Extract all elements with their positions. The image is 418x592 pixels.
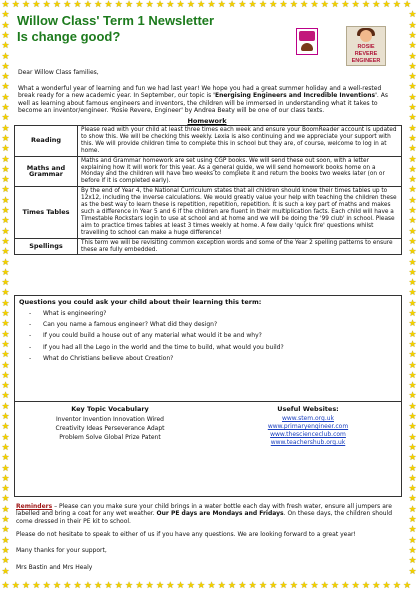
star-icon: ★ bbox=[11, 0, 20, 10]
star-icon: ★ bbox=[408, 206, 417, 216]
topic-title: 'Energising Engineers and Incredible Inventions' bbox=[213, 92, 377, 100]
websites-title: Useful Websites: bbox=[277, 405, 339, 413]
star-icon: ★ bbox=[228, 0, 237, 10]
reminders-paragraph: Reminders – Please can you make sure your child brings in a water bottle each day with fresh water, ensure all jumpers are labelled and bring a coat for any wet weather. Our PE days are Mondays and Fridays. On these days, the children should come dressed in their PE kit to school. bbox=[16, 503, 393, 525]
star-icon: ★ bbox=[207, 0, 216, 10]
star-icon: ★ bbox=[42, 0, 51, 10]
websites-section bbox=[215, 405, 401, 447]
homework-text: Please read with your child at least three times each week and ensure your BoomReader account is updated to show this. We will be checking this weekly. Lexia is also continuing and we appreciate your support with this. We will provide children time to complete this in school but they are, of course, welcome to log in at home. bbox=[78, 126, 402, 157]
star-icon: ★ bbox=[408, 494, 417, 505]
star-icon: ★ bbox=[1, 556, 10, 567]
star-icon: ★ bbox=[408, 185, 417, 196]
vocabulary-section bbox=[15, 405, 205, 442]
star-icon: ★ bbox=[408, 515, 417, 525]
star-icon: ★ bbox=[351, 581, 360, 591]
star-icon: ★ bbox=[408, 442, 417, 453]
book-cover-line-1: ROSIE bbox=[357, 44, 375, 50]
star-icon: ★ bbox=[300, 581, 309, 591]
star-icon: ★ bbox=[1, 350, 10, 361]
star-icon: ★ bbox=[408, 484, 417, 495]
star-icon: ★ bbox=[1, 484, 10, 495]
star-icon: ★ bbox=[1, 504, 10, 515]
star-icon: ★ bbox=[1, 288, 10, 299]
star-icon: ★ bbox=[1, 494, 10, 505]
star-icon: ★ bbox=[408, 350, 417, 361]
reminders-label: Reminders bbox=[16, 503, 53, 510]
star-icon: ★ bbox=[408, 381, 417, 392]
star-icon: ★ bbox=[248, 581, 257, 591]
star-icon: ★ bbox=[300, 0, 309, 10]
intro-text-2: . As well as learning about famous engineers and inventors, the children will be immersed in understanding what it takes to become an inventor/engineer. 'Rosie Revere, Engineer' by Andrea Beaty will be one of our class texts. bbox=[18, 92, 388, 114]
vocabulary-websites-box bbox=[14, 401, 402, 497]
star-icon: ★ bbox=[1, 216, 10, 227]
star-icon: ★ bbox=[408, 216, 417, 227]
star-icon: ★ bbox=[1, 164, 10, 175]
star-icon: ★ bbox=[94, 0, 103, 10]
star-icon: ★ bbox=[104, 0, 113, 10]
homework-row-times-tables bbox=[15, 187, 402, 238]
homework-heading: Homework bbox=[187, 117, 227, 125]
intro-text-1: What a wonderful year of learning and fun we had last year! We hope you had a great summer holiday and a well-rested break ready for a new academic year. In September, our topic is bbox=[18, 85, 382, 100]
star-icon: ★ bbox=[207, 581, 216, 591]
star-icon: ★ bbox=[1, 381, 10, 392]
star-icon: ★ bbox=[1, 92, 10, 103]
star-icon: ★ bbox=[1, 123, 10, 134]
star-icon: ★ bbox=[1, 236, 10, 247]
star-icon: ★ bbox=[135, 581, 144, 591]
star-icon: ★ bbox=[310, 0, 319, 10]
star-icon: ★ bbox=[331, 0, 340, 10]
star-icon: ★ bbox=[1, 391, 10, 402]
star-icon: ★ bbox=[408, 339, 417, 350]
star-icon: ★ bbox=[1, 10, 10, 21]
star-icon: ★ bbox=[114, 581, 123, 591]
star-icon: ★ bbox=[1, 442, 10, 453]
intro-paragraph bbox=[18, 85, 400, 114]
star-icon: ★ bbox=[403, 581, 412, 591]
star-icon: ★ bbox=[155, 0, 165, 10]
star-icon: ★ bbox=[392, 0, 401, 10]
star-icon: ★ bbox=[114, 0, 123, 10]
star-icon: ★ bbox=[341, 0, 350, 10]
star-icon: ★ bbox=[351, 0, 360, 10]
star-icon: ★ bbox=[228, 581, 237, 591]
star-icon: ★ bbox=[1, 535, 10, 546]
star-icon: ★ bbox=[1, 319, 10, 330]
star-icon: ★ bbox=[289, 0, 298, 10]
star-icon: ★ bbox=[382, 0, 391, 10]
star-icon: ★ bbox=[361, 0, 371, 10]
star-icon: ★ bbox=[197, 0, 206, 10]
star-icon: ★ bbox=[1, 267, 10, 278]
star-icon: ★ bbox=[94, 581, 103, 591]
star-icon: ★ bbox=[238, 0, 247, 10]
star-icon: ★ bbox=[408, 432, 417, 443]
star-icon: ★ bbox=[166, 581, 175, 591]
star-icon: ★ bbox=[403, 0, 412, 10]
thanks-line: Many thanks for your support, bbox=[16, 547, 107, 554]
star-icon: ★ bbox=[125, 581, 134, 591]
star-icon: ★ bbox=[217, 581, 226, 591]
closing-note: Please do not hesitate to speak to either of us if you have any questions. We are looking forward to a great year! bbox=[16, 531, 356, 538]
book-cover-image bbox=[346, 26, 386, 66]
star-icon: ★ bbox=[1, 185, 10, 196]
star-icon: ★ bbox=[83, 0, 92, 10]
star-icon: ★ bbox=[408, 525, 417, 536]
star-icon: ★ bbox=[408, 412, 417, 422]
star-icon: ★ bbox=[248, 0, 257, 10]
star-icon: ★ bbox=[408, 113, 417, 124]
star-icon: ★ bbox=[408, 309, 417, 319]
star-icon: ★ bbox=[408, 133, 417, 144]
star-icon: ★ bbox=[1, 20, 10, 31]
star-icon: ★ bbox=[1, 133, 10, 144]
star-icon: ★ bbox=[408, 278, 417, 289]
star-icon: ★ bbox=[145, 581, 154, 591]
star-icon: ★ bbox=[1, 463, 10, 474]
website-link-stem[interactable]: www.stem.org.uk bbox=[281, 415, 335, 422]
star-icon: ★ bbox=[382, 581, 391, 591]
star-icon: ★ bbox=[1, 278, 10, 289]
homework-label: Maths and Grammar bbox=[15, 156, 78, 187]
star-icon: ★ bbox=[63, 581, 72, 591]
questions-box bbox=[14, 295, 402, 402]
star-icon: ★ bbox=[269, 0, 278, 10]
star-icon: ★ bbox=[32, 0, 41, 10]
star-icon: ★ bbox=[408, 257, 417, 268]
star-icon: ★ bbox=[1, 515, 10, 525]
star-icon: ★ bbox=[408, 175, 417, 186]
questions-list bbox=[29, 310, 284, 366]
homework-text: By the end of Year 4, the National Curriculum states that all children should know their times tables up to 12x12, including the inverse calculations. We would greatly value your help with teaching the children these as the best way to learn these is repetition, repetition, repetition. It is such a key part of maths and makes such a difference in Year 5 and 6 if the children are fluent in their multiplication facts. Each child will have a Timestable Rockstars login to use at school and at home and we will be doing the '99 club' in school. Please aim to practice times tables at least 3 times weekly at home. A few daily 'quick fire' questions whilst travelling to school can make a huge difference! bbox=[78, 187, 402, 238]
star-icon: ★ bbox=[11, 581, 20, 591]
star-icon: ★ bbox=[408, 195, 417, 206]
star-icon: ★ bbox=[320, 581, 329, 591]
star-icon: ★ bbox=[1, 412, 10, 422]
vocabulary-row: Problem Solve Global Prize Patent bbox=[59, 434, 161, 441]
star-icon: ★ bbox=[408, 226, 417, 237]
star-icon: ★ bbox=[73, 581, 82, 591]
question-item: - What is engineering? bbox=[29, 310, 107, 317]
star-icon: ★ bbox=[341, 581, 350, 591]
star-icon: ★ bbox=[1, 195, 10, 206]
star-icon: ★ bbox=[408, 329, 417, 340]
star-icon: ★ bbox=[1, 61, 10, 72]
star-icon: ★ bbox=[155, 581, 165, 591]
star-icon: ★ bbox=[1, 175, 10, 186]
star-icon: ★ bbox=[320, 0, 329, 10]
vocabulary-title: Key Topic Vocabulary bbox=[71, 405, 149, 413]
star-icon: ★ bbox=[408, 360, 417, 371]
star-icon: ★ bbox=[1, 566, 10, 577]
star-icon: ★ bbox=[197, 581, 206, 591]
star-icon: ★ bbox=[408, 298, 417, 309]
book-cover-line-3: ENGINEER bbox=[351, 58, 381, 64]
star-icon: ★ bbox=[83, 581, 92, 591]
star-icon: ★ bbox=[408, 72, 417, 83]
star-icon: ★ bbox=[1, 432, 10, 443]
homework-row-reading bbox=[15, 126, 402, 157]
homework-label: Reading bbox=[15, 126, 78, 157]
newsletter-page bbox=[12, 11, 406, 581]
star-icon: ★ bbox=[1, 453, 10, 464]
star-icon: ★ bbox=[1, 30, 10, 41]
star-icon: ★ bbox=[408, 545, 417, 556]
question-item: - What do Christians believe about Creation? bbox=[29, 354, 174, 362]
star-icon: ★ bbox=[408, 422, 417, 433]
star-icon: ★ bbox=[1, 525, 10, 536]
greeting: Dear Willow Class families, bbox=[18, 69, 99, 76]
star-icon: ★ bbox=[289, 581, 298, 591]
star-icon: ★ bbox=[22, 0, 31, 10]
star-icon: ★ bbox=[1, 154, 10, 165]
star-icon: ★ bbox=[408, 164, 417, 175]
star-icon: ★ bbox=[32, 581, 41, 591]
star-icon: ★ bbox=[408, 463, 417, 474]
website-link-primary-engineer[interactable]: www.primaryengineer.com bbox=[267, 423, 349, 430]
star-icon: ★ bbox=[408, 51, 417, 62]
question-item: - If you had all the Lego in the world and the time to build, what would you build? bbox=[29, 343, 284, 351]
star-icon: ★ bbox=[1, 339, 10, 350]
homework-text: Maths and Grammar homework are set using CGP books. We will send these out soon, with a letter explaining how it will work for this year. As a general guide, we will send homework books home on a Monday and the children will have two weeks to complete it and return the books two weeks later (on or before if it is completed early). bbox=[78, 156, 402, 187]
star-icon: ★ bbox=[1, 113, 10, 124]
star-icon: ★ bbox=[279, 581, 288, 591]
star-icon: ★ bbox=[1, 144, 10, 155]
homework-label: Times Tables bbox=[15, 187, 78, 238]
star-icon: ★ bbox=[258, 0, 268, 10]
star-icon: ★ bbox=[310, 581, 319, 591]
star-icon: ★ bbox=[408, 144, 417, 155]
star-icon: ★ bbox=[331, 581, 340, 591]
star-icon: ★ bbox=[1, 41, 10, 52]
star-icon: ★ bbox=[1, 360, 10, 371]
star-icon: ★ bbox=[135, 0, 144, 10]
star-icon: ★ bbox=[145, 0, 154, 10]
star-icon: ★ bbox=[186, 581, 195, 591]
homework-row-spellings bbox=[15, 238, 402, 255]
star-icon: ★ bbox=[408, 288, 417, 299]
star-icon: ★ bbox=[408, 30, 417, 41]
star-icon: ★ bbox=[1, 247, 10, 258]
star-icon: ★ bbox=[392, 581, 401, 591]
star-icon: ★ bbox=[1, 422, 10, 433]
vocabulary-row: Inventor Invention Innovation Wired bbox=[55, 416, 164, 423]
star-icon: ★ bbox=[408, 556, 417, 567]
star-icon: ★ bbox=[166, 0, 175, 10]
newsletter-title: Willow Class' Term 1 Newsletter bbox=[17, 13, 215, 28]
star-icon: ★ bbox=[1, 401, 10, 412]
book-cover-line-2: REVERE bbox=[354, 51, 378, 57]
star-icon: ★ bbox=[1, 51, 10, 62]
star-icon: ★ bbox=[1, 329, 10, 340]
star-icon: ★ bbox=[408, 535, 417, 546]
star-icon: ★ bbox=[408, 267, 417, 278]
star-icon: ★ bbox=[408, 103, 417, 113]
homework-table bbox=[14, 125, 402, 255]
star-icon: ★ bbox=[408, 401, 417, 412]
homework-label: Spellings bbox=[15, 238, 78, 255]
star-icon: ★ bbox=[1, 581, 10, 591]
pe-days: Our PE days are Mondays and Fridays bbox=[156, 510, 284, 518]
website-link-teachers-hub[interactable]: www.teachershub.org.uk bbox=[270, 439, 346, 446]
star-icon: ★ bbox=[176, 581, 185, 591]
star-icon: ★ bbox=[42, 581, 51, 591]
star-icon: ★ bbox=[104, 581, 113, 591]
signature: Mrs Bastin and Mrs Healy bbox=[16, 564, 93, 571]
star-icon: ★ bbox=[408, 92, 417, 103]
star-icon: ★ bbox=[408, 370, 417, 381]
star-icon: ★ bbox=[258, 581, 268, 591]
star-icon: ★ bbox=[269, 581, 278, 591]
star-icon: ★ bbox=[408, 61, 417, 72]
star-icon: ★ bbox=[372, 0, 381, 10]
star-icon: ★ bbox=[408, 10, 417, 21]
homework-text: This term we will be revisiting common exception words and some of the Year 2 spelling patterns to ensure these are fully embedded. bbox=[78, 238, 402, 255]
star-icon: ★ bbox=[217, 0, 226, 10]
star-icon: ★ bbox=[408, 20, 417, 31]
star-icon: ★ bbox=[52, 581, 62, 591]
star-icon: ★ bbox=[408, 391, 417, 402]
star-icon: ★ bbox=[408, 236, 417, 247]
star-icon: ★ bbox=[1, 370, 10, 381]
star-icon: ★ bbox=[408, 473, 417, 484]
star-icon: ★ bbox=[408, 123, 417, 134]
star-icon: ★ bbox=[1, 72, 10, 83]
star-icon: ★ bbox=[22, 581, 31, 591]
star-icon: ★ bbox=[238, 581, 247, 591]
star-icon: ★ bbox=[408, 154, 417, 165]
star-icon: ★ bbox=[408, 453, 417, 464]
star-icon: ★ bbox=[361, 581, 371, 591]
star-icon: ★ bbox=[125, 0, 134, 10]
questions-title: Questions you could ask your child about their learning this term: bbox=[19, 298, 262, 306]
website-link-science-club[interactable]: www.thescienceclub.com bbox=[270, 431, 346, 438]
star-icon: ★ bbox=[1, 82, 10, 93]
star-icon: ★ bbox=[1, 309, 10, 319]
star-icon: ★ bbox=[408, 41, 417, 52]
star-icon: ★ bbox=[1, 298, 10, 309]
star-icon: ★ bbox=[1, 257, 10, 268]
star-icon: ★ bbox=[1, 473, 10, 484]
question-item: - Can you name a famous engineer? What did they design? bbox=[29, 321, 218, 329]
vocabulary-row: Creativity Ideas Perseverance Adapt bbox=[55, 425, 165, 432]
newsletter-subtitle: Is change good? bbox=[17, 29, 121, 44]
star-icon: ★ bbox=[408, 504, 417, 515]
star-icon: ★ bbox=[1, 0, 10, 10]
homework-row-maths bbox=[15, 156, 402, 187]
star-icon: ★ bbox=[1, 545, 10, 556]
star-icon: ★ bbox=[52, 0, 62, 10]
star-icon: ★ bbox=[1, 226, 10, 237]
star-icon: ★ bbox=[408, 319, 417, 330]
star-icon: ★ bbox=[63, 0, 72, 10]
star-icon: ★ bbox=[408, 247, 417, 258]
star-icon: ★ bbox=[408, 82, 417, 93]
star-icon: ★ bbox=[1, 103, 10, 113]
star-icon: ★ bbox=[176, 0, 185, 10]
star-icon: ★ bbox=[73, 0, 82, 10]
star-icon: ★ bbox=[1, 206, 10, 216]
school-logo-icon bbox=[296, 28, 318, 55]
star-icon: ★ bbox=[279, 0, 288, 10]
question-item: - If you could build a house out of any material what would it be and why? bbox=[29, 332, 262, 340]
star-icon: ★ bbox=[372, 581, 381, 591]
star-icon: ★ bbox=[186, 0, 195, 10]
star-icon: ★ bbox=[408, 566, 417, 577]
